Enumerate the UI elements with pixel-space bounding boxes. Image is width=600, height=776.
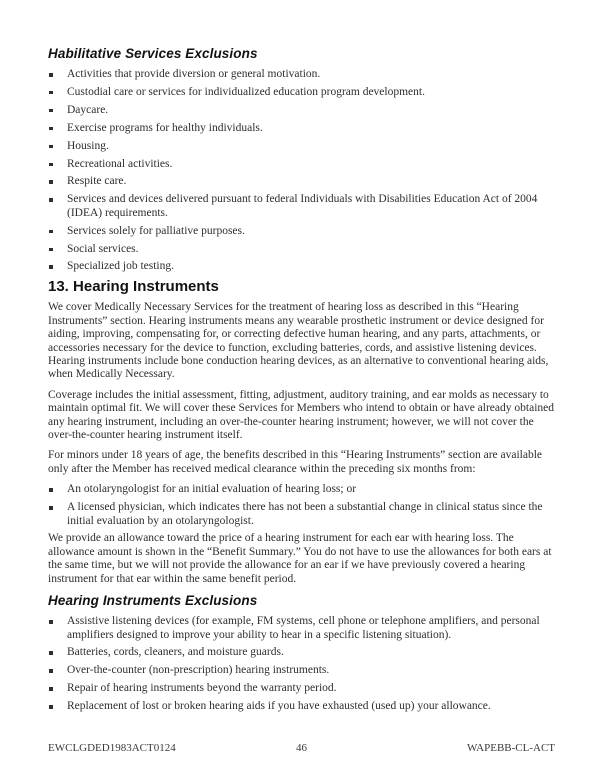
bullet-icon <box>49 180 53 184</box>
bullet-icon <box>49 265 53 269</box>
bullet-icon <box>49 687 53 691</box>
bullet-icon <box>49 73 53 77</box>
bullet-icon <box>49 163 53 167</box>
list-item <box>48 682 555 695</box>
hearing-paragraph-1: We cover Medically Necessary Services for the treatment of hearing loss as described in this “Hearing Instruments” section. Hearing instruments means any wearable prosthetic instrument or device designed for aiding, improving, compensating for, or correcting defective human hearing, and any parts, attachments, or accessories necessary for the device to function, excluding batteries, cords, and assistive listening devices. Hearing instruments include bone conduction hearing devices, as an alternative to conventional hearing aids, when Medically Necessary. <box>48 301 549 381</box>
list-item <box>48 700 555 713</box>
list-item-text: An otolaryngologist for an initial evaluation of hearing loss; or <box>67 483 357 496</box>
list-item-text: Services and devices delivered pursuant to federal Individuals with Disabilities Education Act of 2004 (IDEA) requirements. <box>67 193 538 219</box>
hearing-exclusions-list <box>48 615 555 713</box>
bullet-icon <box>49 651 53 655</box>
bullet-icon <box>49 198 53 202</box>
list-item <box>48 664 555 677</box>
list-item-text: Specialized job testing. <box>67 260 174 273</box>
footer-document-code: EWCLGDED1983ACT0124 <box>48 742 176 754</box>
bullet-icon <box>49 91 53 95</box>
bullet-icon <box>49 248 53 252</box>
list-item <box>48 225 555 238</box>
list-item <box>48 193 555 220</box>
list-item-text: Batteries, cords, cleaners, and moisture guards. <box>67 646 284 659</box>
list-item-text: Activities that provide diversion or general motivation. <box>67 68 321 80</box>
list-item-text: Repair of hearing instruments beyond the warranty period. <box>67 682 337 695</box>
list-item <box>48 158 555 171</box>
bullet-icon <box>49 488 53 492</box>
list-item <box>48 243 555 256</box>
list-item-text: Daycare. <box>67 103 109 116</box>
page-footer <box>48 742 555 754</box>
list-item-text: Custodial care or services for individualized education program development. <box>67 85 425 98</box>
list-item-text: Respite care. <box>67 175 127 188</box>
medical-clearance-list <box>48 483 555 528</box>
bullet-icon <box>49 145 53 149</box>
bullet-icon <box>49 669 53 673</box>
bullet-icon <box>49 620 53 624</box>
list-item <box>48 483 555 496</box>
list-item-text: Assistive listening devices (for example, FM systems, cell phone or telephone amplifiers, and personal amplifiers designed to improve your ability to hear in a specific listening situation). <box>67 615 540 641</box>
list-item-text: Over-the-counter (non-prescription) hearing instruments. <box>67 664 330 677</box>
list-item <box>48 646 555 659</box>
hearing-instruments-heading: 13. Hearing Instruments <box>48 278 219 296</box>
list-item <box>48 104 555 117</box>
footer-plan-code: WAPEBB-CL-ACT <box>467 742 555 754</box>
list-item-text: Recreational activities. <box>67 157 173 170</box>
list-item-text: A licensed physician, which indicates there has not been a substantial change in clinical status since the initial evaluation by an otolaryngologist. <box>67 501 543 527</box>
bullet-icon <box>49 127 53 131</box>
hearing-paragraph-2: Coverage includes the initial assessment, fitting, adjustment, auditory training, and ear molds as necessary to maintain optimal fit. We will cover these Services for Members who intend to obtain or have already obtained any hearing instrument, including an over-the-counter hearing instrument; however, we will not cover the over-the-counter hearing instrument itself. <box>48 388 554 442</box>
list-item-text: Social services. <box>67 242 139 255</box>
list-item-text: Services solely for palliative purposes. <box>67 224 245 237</box>
bullet-icon <box>49 230 53 234</box>
list-item <box>48 501 555 528</box>
list-item <box>48 140 555 153</box>
list-item <box>48 175 555 188</box>
bullet-icon <box>49 705 53 709</box>
list-item-text: Exercise programs for healthy individuals. <box>67 121 263 134</box>
hearing-paragraph-4: We provide an allowance toward the price of a hearing instrument for each ear with hearing loss. The allowance amount is shown in the “Benefit Summary.” You do not have to use the allowances for both ears at the same time, but we will not provide the allowance for an ear if we have previously covered a hearing instrument for that ear within the same benefit period. <box>48 532 552 585</box>
bullet-icon <box>49 109 53 113</box>
list-item-text: Replacement of lost or broken hearing aids if you have exhausted (used up) your allowance. <box>67 700 491 713</box>
hearing-exclusions-heading: Hearing Instruments Exclusions <box>48 593 258 609</box>
list-item <box>48 86 555 99</box>
list-item <box>48 122 555 135</box>
habilitative-exclusions-list <box>48 68 555 274</box>
footer-page-number: 46 <box>296 742 307 754</box>
habilitative-exclusions-heading: Habilitative Services Exclusions <box>48 46 258 61</box>
bullet-icon <box>49 506 53 510</box>
list-item-text: Housing. <box>67 139 109 152</box>
list-item <box>48 615 555 642</box>
hearing-paragraph-3: For minors under 18 years of age, the benefits described in this “Hearing Instruments” section are available only after the Member has received medical clearance within the preceding six months from: <box>48 449 543 475</box>
list-item <box>48 68 555 81</box>
list-item <box>48 260 555 273</box>
